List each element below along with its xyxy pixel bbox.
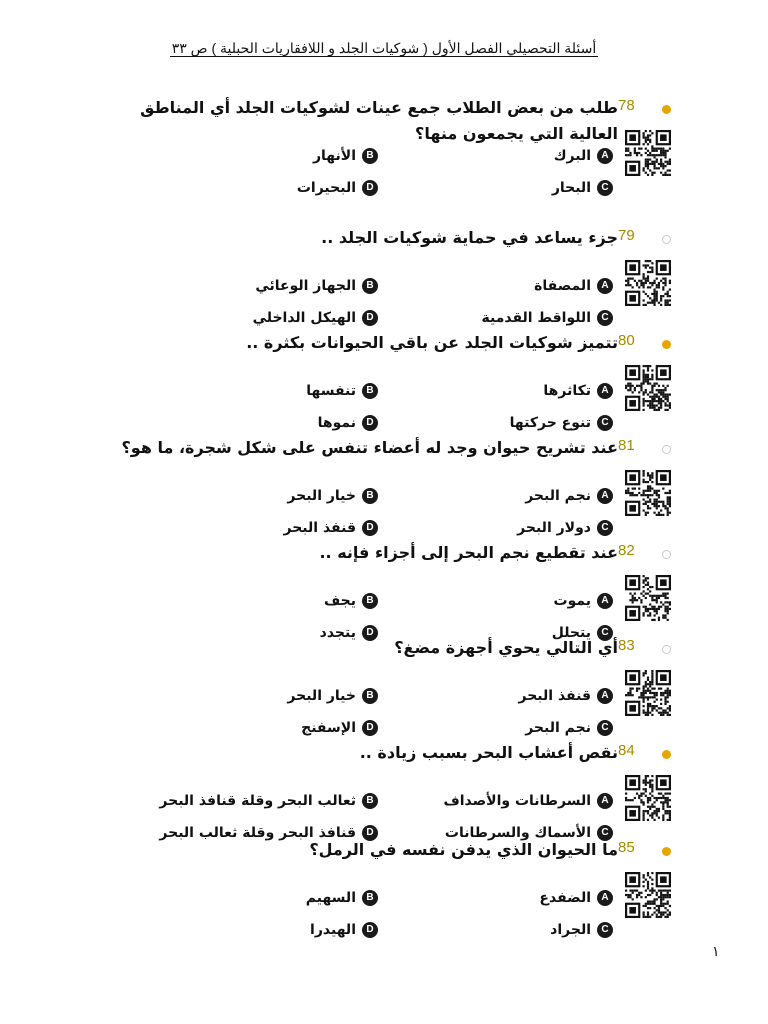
option-letter-icon: A — [597, 383, 613, 399]
option-letter-icon: B — [362, 488, 378, 504]
option-b[interactable] — [287, 488, 378, 504]
option-text: السرطانات والأصداف — [443, 793, 591, 809]
option-letter-icon: D — [362, 825, 378, 841]
option-text: الجراد — [550, 922, 591, 938]
option-b[interactable] — [313, 148, 378, 164]
option-letter-icon: B — [362, 278, 378, 294]
question-number: 79 — [618, 227, 635, 244]
option-text: قنفذ البحر — [283, 520, 356, 536]
option-text: الهيكل الداخلي — [252, 310, 356, 326]
option-b[interactable] — [324, 593, 378, 609]
question-number: 84 — [618, 742, 635, 759]
option-c[interactable] — [510, 415, 613, 431]
option-b[interactable] — [255, 278, 378, 294]
option-a[interactable] — [554, 593, 614, 609]
option-letter-icon: B — [362, 593, 378, 609]
option-text: الإسفنج — [301, 720, 356, 736]
question-number: 82 — [618, 542, 635, 559]
question-bullet-icon — [662, 847, 671, 856]
option-letter-icon: C — [597, 720, 613, 736]
option-d[interactable] — [297, 180, 378, 196]
qr-code-icon — [625, 670, 671, 716]
question-number: 81 — [618, 437, 635, 454]
question-text: عند تشريح حيوان وجد له أعضاء تنفس على شكل شجرة، ما هو؟ — [121, 438, 618, 457]
option-letter-icon: B — [362, 688, 378, 704]
option-b[interactable] — [287, 688, 378, 704]
question-text: جزء يساعد في حماية شوكيات الجلد .. — [321, 228, 618, 247]
option-text: خيار البحر — [287, 688, 356, 704]
option-letter-icon: A — [597, 688, 613, 704]
option-text: ثعالب البحر وقلة قنافذ البحر — [159, 793, 356, 809]
option-text: البحيرات — [296, 180, 356, 196]
option-letter-icon: D — [362, 310, 378, 326]
option-text: البرك — [553, 148, 591, 164]
qr-code-icon — [625, 365, 671, 411]
option-letter-icon: D — [362, 720, 378, 736]
question-bullet-icon — [662, 105, 671, 114]
option-text: الجهاز الوعائي — [255, 278, 356, 294]
option-letter-icon: C — [597, 922, 613, 938]
option-letter-icon: C — [597, 180, 613, 196]
option-text: نجم البحر — [525, 488, 591, 504]
qr-code-icon — [625, 872, 671, 918]
question-85 — [0, 839, 768, 947]
option-text: المصفاة — [534, 278, 591, 294]
page-header — [0, 40, 768, 57]
option-c[interactable] — [552, 180, 613, 196]
page-header-text: أسئلة التحصيلي الفصل الأول ( شوكيات الجلد و اللافقاريات الحبلية ) ص ٣٣ — [171, 40, 597, 56]
question-text: ما الحيوان الذي يدفن نفسه في الرمل؟ — [309, 840, 618, 859]
question-text: عند تقطيع نجم البحر إلى أجزاء فإنه .. — [319, 543, 618, 562]
option-c[interactable] — [550, 922, 613, 938]
question-79 — [0, 227, 768, 335]
option-c[interactable] — [482, 310, 613, 326]
question-80 — [0, 332, 768, 440]
option-letter-icon: C — [597, 415, 613, 431]
option-letter-icon: D — [362, 922, 378, 938]
question-83 — [0, 637, 768, 745]
option-text: الضفدع — [539, 890, 591, 906]
option-d[interactable] — [318, 415, 378, 431]
qr-code-icon — [625, 775, 671, 821]
option-a[interactable] — [543, 383, 613, 399]
question-bullet-icon — [662, 550, 671, 559]
option-letter-icon: A — [597, 593, 613, 609]
option-b[interactable] — [306, 383, 378, 399]
option-text: اللواقط القدمية — [481, 310, 591, 326]
question-78 — [0, 97, 768, 205]
option-text: خيار البحر — [287, 488, 356, 504]
option-a[interactable] — [519, 688, 614, 704]
question-number: 85 — [618, 839, 635, 856]
option-text: البحار — [551, 180, 591, 196]
option-text: نموها — [317, 415, 356, 431]
question-81 — [0, 437, 768, 545]
question-bullet-icon — [662, 340, 671, 349]
question-bullet-icon — [662, 645, 671, 654]
qr-code-icon — [625, 260, 671, 306]
option-text: يتجدد — [319, 625, 356, 641]
option-letter-icon: D — [362, 520, 378, 536]
question-text: تتميز شوكيات الجلد عن باقي الحيوانات بكثرة .. — [246, 333, 618, 352]
option-letter-icon: B — [362, 890, 378, 906]
qr-code-icon — [625, 470, 671, 516]
option-letter-icon: A — [597, 488, 613, 504]
option-text: الأنهار — [312, 148, 356, 164]
option-b[interactable] — [306, 890, 378, 906]
option-text: السهيم — [305, 890, 356, 906]
qr-code-icon — [625, 575, 671, 621]
question-text: أي التالي يحوي أجهزة مضغ؟ — [394, 638, 618, 657]
option-text: يتحلل — [551, 625, 591, 641]
option-letter-icon: A — [597, 793, 613, 809]
option-text: قنفذ البحر — [518, 688, 591, 704]
option-d[interactable] — [301, 720, 378, 736]
option-text: نجم البحر — [525, 720, 591, 736]
option-text: تنفسها — [306, 383, 356, 399]
question-bullet-icon — [662, 235, 671, 244]
question-text: طلب من بعض الطلاب جمع عينات لشوكيات الجلد أي المناطق العالية التي يجمعون منها؟ — [140, 98, 618, 143]
option-text: الأسماك والسرطانات — [444, 825, 591, 841]
option-text: يجف — [323, 593, 356, 609]
option-d[interactable] — [310, 922, 378, 938]
option-c[interactable] — [517, 520, 613, 536]
option-letter-icon: A — [597, 278, 613, 294]
option-letter-icon: D — [362, 415, 378, 431]
question-84 — [0, 742, 768, 850]
question-bullet-icon — [662, 445, 671, 454]
option-d[interactable] — [284, 520, 379, 536]
option-text: دولار البحر — [517, 520, 591, 536]
option-letter-icon: C — [597, 625, 613, 641]
question-text: نقص أعشاب البحر بسبب زيادة .. — [359, 743, 618, 762]
option-letter-icon: A — [597, 148, 613, 164]
qr-code-icon — [625, 130, 671, 176]
option-text: قنافذ البحر وقلة ثعالب البحر — [159, 825, 356, 841]
option-a[interactable] — [539, 890, 613, 906]
option-a[interactable] — [534, 278, 613, 294]
question-number: 80 — [618, 332, 635, 349]
question-number: 83 — [618, 637, 635, 654]
option-letter-icon: C — [597, 825, 613, 841]
option-letter-icon: D — [362, 180, 378, 196]
option-d[interactable] — [253, 310, 378, 326]
option-letter-icon: B — [362, 148, 378, 164]
question-number: 78 — [618, 97, 635, 114]
option-letter-icon: C — [597, 310, 613, 326]
option-a[interactable] — [525, 488, 613, 504]
option-letter-icon: C — [597, 520, 613, 536]
option-c[interactable] — [525, 720, 613, 736]
option-text: يموت — [553, 593, 591, 609]
option-text: تكاثرها — [543, 383, 591, 399]
option-letter-icon: B — [362, 793, 378, 809]
option-text: تنوع حركتها — [509, 415, 591, 431]
option-a[interactable] — [554, 148, 613, 164]
page-number: ١ — [712, 944, 720, 960]
option-text: الهيدرا — [310, 922, 356, 938]
option-letter-icon: B — [362, 383, 378, 399]
option-b[interactable] — [159, 793, 378, 809]
question-bullet-icon — [662, 750, 671, 759]
option-letter-icon: A — [597, 890, 613, 906]
option-letter-icon: D — [362, 625, 378, 641]
option-a[interactable] — [443, 793, 613, 809]
